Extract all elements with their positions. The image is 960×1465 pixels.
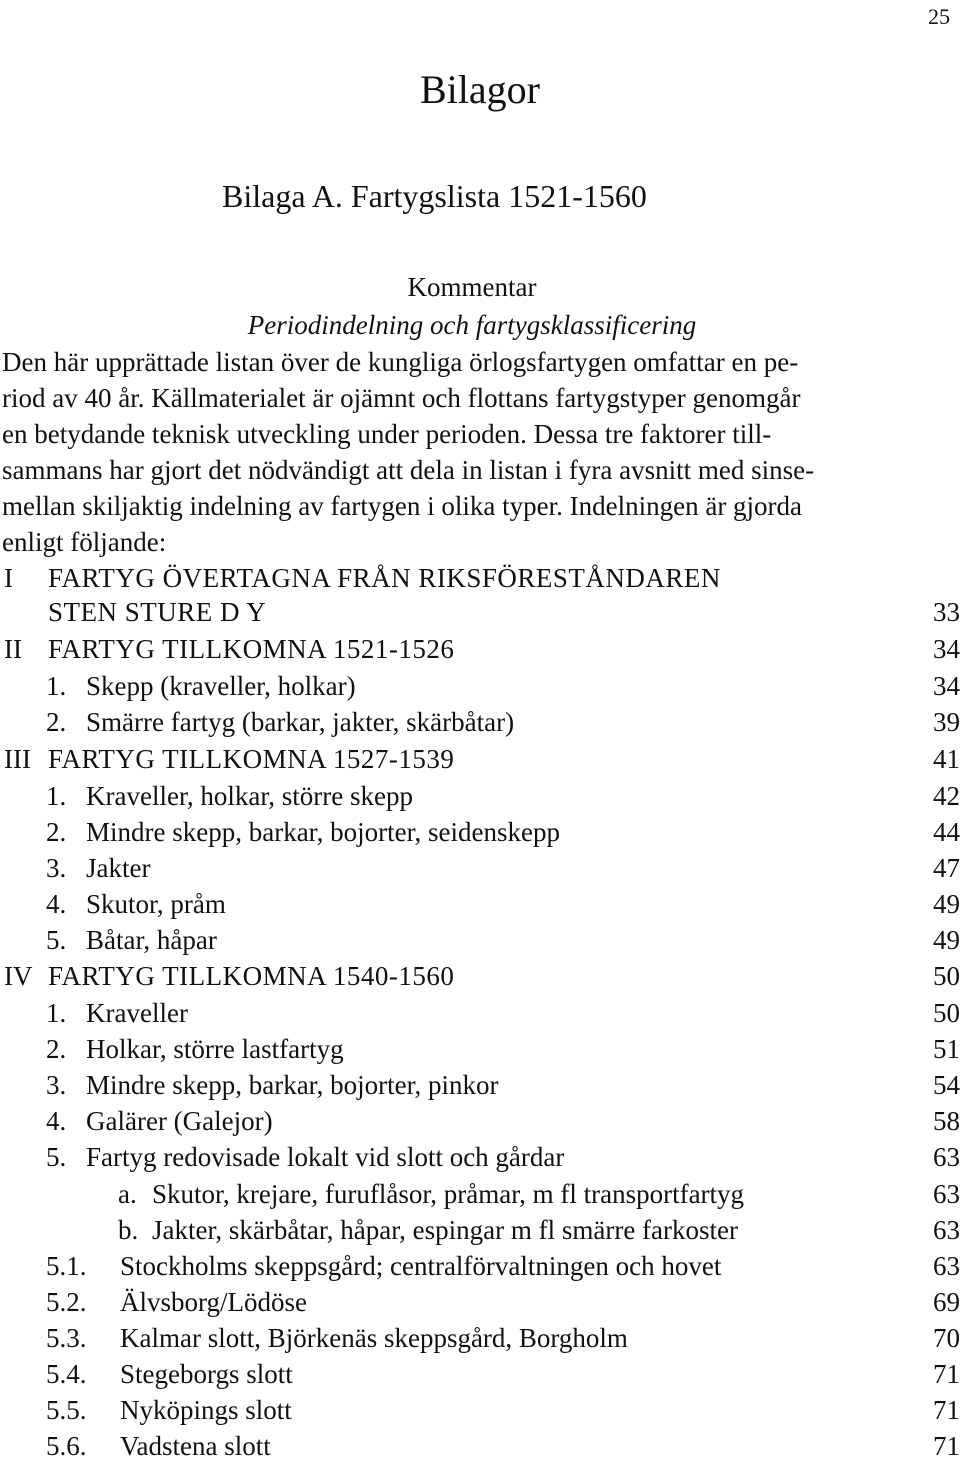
intro-line: mellan skiljaktig indelning av fartygen i olika typer. Indelningen är gjorda bbox=[2, 491, 803, 521]
toc-entry bbox=[0, 1395, 960, 1429]
toc-entry bbox=[0, 925, 960, 959]
toc-number: 3. bbox=[46, 853, 67, 883]
toc-entry bbox=[0, 1215, 960, 1249]
toc-page: 71 bbox=[933, 1359, 960, 1389]
toc-title: Vadstena slott bbox=[120, 1431, 271, 1461]
toc-entry bbox=[0, 1359, 960, 1393]
toc-title: Skutor, pråm bbox=[86, 889, 226, 919]
toc-entry bbox=[0, 853, 960, 887]
toc-title: Mindre skepp, barkar, bojorter, seidenskepp bbox=[86, 817, 560, 847]
toc-entry bbox=[0, 563, 960, 597]
toc-number: III bbox=[4, 744, 31, 774]
intro-paragraph bbox=[2, 344, 954, 560]
toc-number: 1. bbox=[46, 671, 67, 701]
toc-title: Jakter bbox=[86, 853, 151, 883]
toc-title: STEN STURE D Y bbox=[48, 597, 267, 627]
toc-number: IV bbox=[4, 961, 33, 991]
toc-number: 2. bbox=[46, 1034, 67, 1064]
toc-page: 41 bbox=[933, 744, 960, 774]
toc-title: Båtar, håpar bbox=[86, 925, 217, 955]
toc-entry bbox=[0, 1034, 960, 1068]
toc-title: FARTYG ÖVERTAGNA FRÅN RIKSFÖRESTÅNDAREN bbox=[48, 563, 721, 593]
toc-title: Fartyg redovisade lokalt vid slott och gårdar bbox=[86, 1142, 565, 1172]
toc-number: 4. bbox=[46, 1106, 67, 1136]
toc-title: FARTYG TILLKOMNA 1527-1539 bbox=[48, 744, 455, 774]
toc-page: 71 bbox=[933, 1431, 960, 1461]
toc-page: 34 bbox=[933, 634, 960, 664]
toc-title: Mindre skepp, barkar, bojorter, pinkor bbox=[86, 1070, 499, 1100]
toc-page: 71 bbox=[933, 1395, 960, 1425]
comment-subheading: Periodindelning och fartygsklassificering bbox=[247, 310, 697, 340]
toc-number: 5.2. bbox=[46, 1287, 87, 1317]
toc-number: a. bbox=[118, 1179, 137, 1209]
toc-page: 50 bbox=[933, 961, 960, 991]
intro-line: riod av 40 år. Källmaterialet är ojämnt och flottans fartygstyper genomgår bbox=[2, 383, 801, 413]
toc-entry bbox=[0, 1106, 960, 1140]
toc-title: FARTYG TILLKOMNA 1540-1560 bbox=[48, 961, 455, 991]
toc-entry bbox=[0, 1142, 960, 1176]
toc-page: 49 bbox=[933, 925, 960, 955]
toc-title: Stockholms skeppsgård; centralförvaltningen och hovet bbox=[120, 1251, 722, 1281]
toc-title: Holkar, större lastfartyg bbox=[86, 1034, 344, 1064]
toc-page: 50 bbox=[933, 998, 960, 1028]
toc-entry bbox=[0, 707, 960, 741]
toc-page: 33 bbox=[933, 597, 960, 627]
toc-number: 2. bbox=[46, 707, 67, 737]
toc-page: 42 bbox=[933, 781, 960, 811]
toc-entry bbox=[0, 1323, 960, 1357]
toc-entry bbox=[0, 781, 960, 815]
toc-number: 3. bbox=[46, 1070, 67, 1100]
intro-line: enligt följande: bbox=[2, 527, 167, 557]
page-title: Bilagor bbox=[420, 67, 540, 112]
intro-line: sammans har gjort det nödvändigt att dela in listan i fyra avsnitt med sinse- bbox=[2, 455, 815, 485]
intro-line: Den här upprättade listan över de kungliga örlogsfartygen omfattar en pe- bbox=[2, 347, 799, 377]
toc-page: 49 bbox=[933, 889, 960, 919]
toc-title: Kalmar slott, Björkenäs skeppsgård, Borgholm bbox=[120, 1323, 628, 1353]
toc-title: Galärer (Galejor) bbox=[86, 1106, 273, 1136]
toc-entry bbox=[0, 961, 960, 995]
toc-title: Älvsborg/Lödöse bbox=[120, 1287, 307, 1317]
toc-page: 34 bbox=[933, 671, 960, 701]
toc-entry bbox=[0, 744, 960, 778]
toc-number: II bbox=[4, 634, 22, 664]
toc-title: Stegeborgs slott bbox=[120, 1359, 293, 1389]
toc-entry bbox=[0, 1179, 960, 1213]
toc-number: 2. bbox=[46, 817, 67, 847]
toc-entry bbox=[0, 1287, 960, 1321]
toc-number: 5.6. bbox=[46, 1431, 87, 1461]
toc-page: 39 bbox=[933, 707, 960, 737]
appendix-subtitle: Bilaga A. Fartygslista 1521-1560 bbox=[222, 178, 647, 214]
toc-page: 63 bbox=[933, 1179, 960, 1209]
toc-entry bbox=[0, 998, 960, 1032]
toc-page: 63 bbox=[933, 1215, 960, 1245]
toc-number: b. bbox=[118, 1215, 139, 1245]
comment-heading: Kommentar bbox=[407, 272, 537, 302]
toc-entry bbox=[0, 817, 960, 851]
toc-number: 1. bbox=[46, 998, 67, 1028]
toc-title: Kraveller bbox=[86, 998, 188, 1028]
toc-number: 5.4. bbox=[46, 1359, 87, 1389]
toc-page: 63 bbox=[933, 1251, 960, 1281]
toc-entry bbox=[0, 671, 960, 705]
toc-number: 5.5. bbox=[46, 1395, 87, 1425]
toc-entry bbox=[0, 889, 960, 923]
toc-number: 5.3. bbox=[46, 1323, 87, 1353]
toc-number: 1. bbox=[46, 781, 67, 811]
toc-number: 5.1. bbox=[46, 1251, 87, 1281]
toc-page: 70 bbox=[933, 1323, 960, 1353]
toc-page: 69 bbox=[933, 1287, 960, 1317]
toc-entry bbox=[0, 634, 960, 668]
toc-title: FARTYG TILLKOMNA 1521-1526 bbox=[48, 634, 455, 664]
intro-line: en betydande teknisk utveckling under perioden. Dessa tre faktorer till- bbox=[2, 419, 772, 449]
toc-number: 5. bbox=[46, 1142, 67, 1172]
toc-title: Jakter, skärbåtar, håpar, espingar m fl smärre farkoster bbox=[152, 1215, 738, 1245]
toc-page: 58 bbox=[933, 1106, 960, 1136]
toc-title: Kraveller, holkar, större skepp bbox=[86, 781, 413, 811]
toc-entry bbox=[0, 1431, 960, 1465]
toc-entry bbox=[0, 597, 960, 631]
toc-page: 47 bbox=[933, 853, 960, 883]
toc-page: 54 bbox=[933, 1070, 960, 1100]
toc-number: 5. bbox=[46, 925, 67, 955]
toc-title: Skutor, krejare, furuflåsor, pråmar, m fl transportfartyg bbox=[152, 1179, 745, 1209]
toc-title: Skepp (kraveller, holkar) bbox=[86, 671, 356, 701]
page-number: 25 bbox=[928, 4, 950, 29]
toc-title: Smärre fartyg (barkar, jakter, skärbåtar) bbox=[86, 707, 515, 737]
toc-title: Nyköpings slott bbox=[120, 1395, 292, 1425]
toc-entry bbox=[0, 1070, 960, 1104]
toc-number: 4. bbox=[46, 889, 67, 919]
toc-page: 63 bbox=[933, 1142, 960, 1172]
toc-page: 44 bbox=[933, 817, 960, 847]
toc-number: I bbox=[4, 563, 13, 593]
toc-entry bbox=[0, 1251, 960, 1285]
toc-page: 51 bbox=[933, 1034, 960, 1064]
